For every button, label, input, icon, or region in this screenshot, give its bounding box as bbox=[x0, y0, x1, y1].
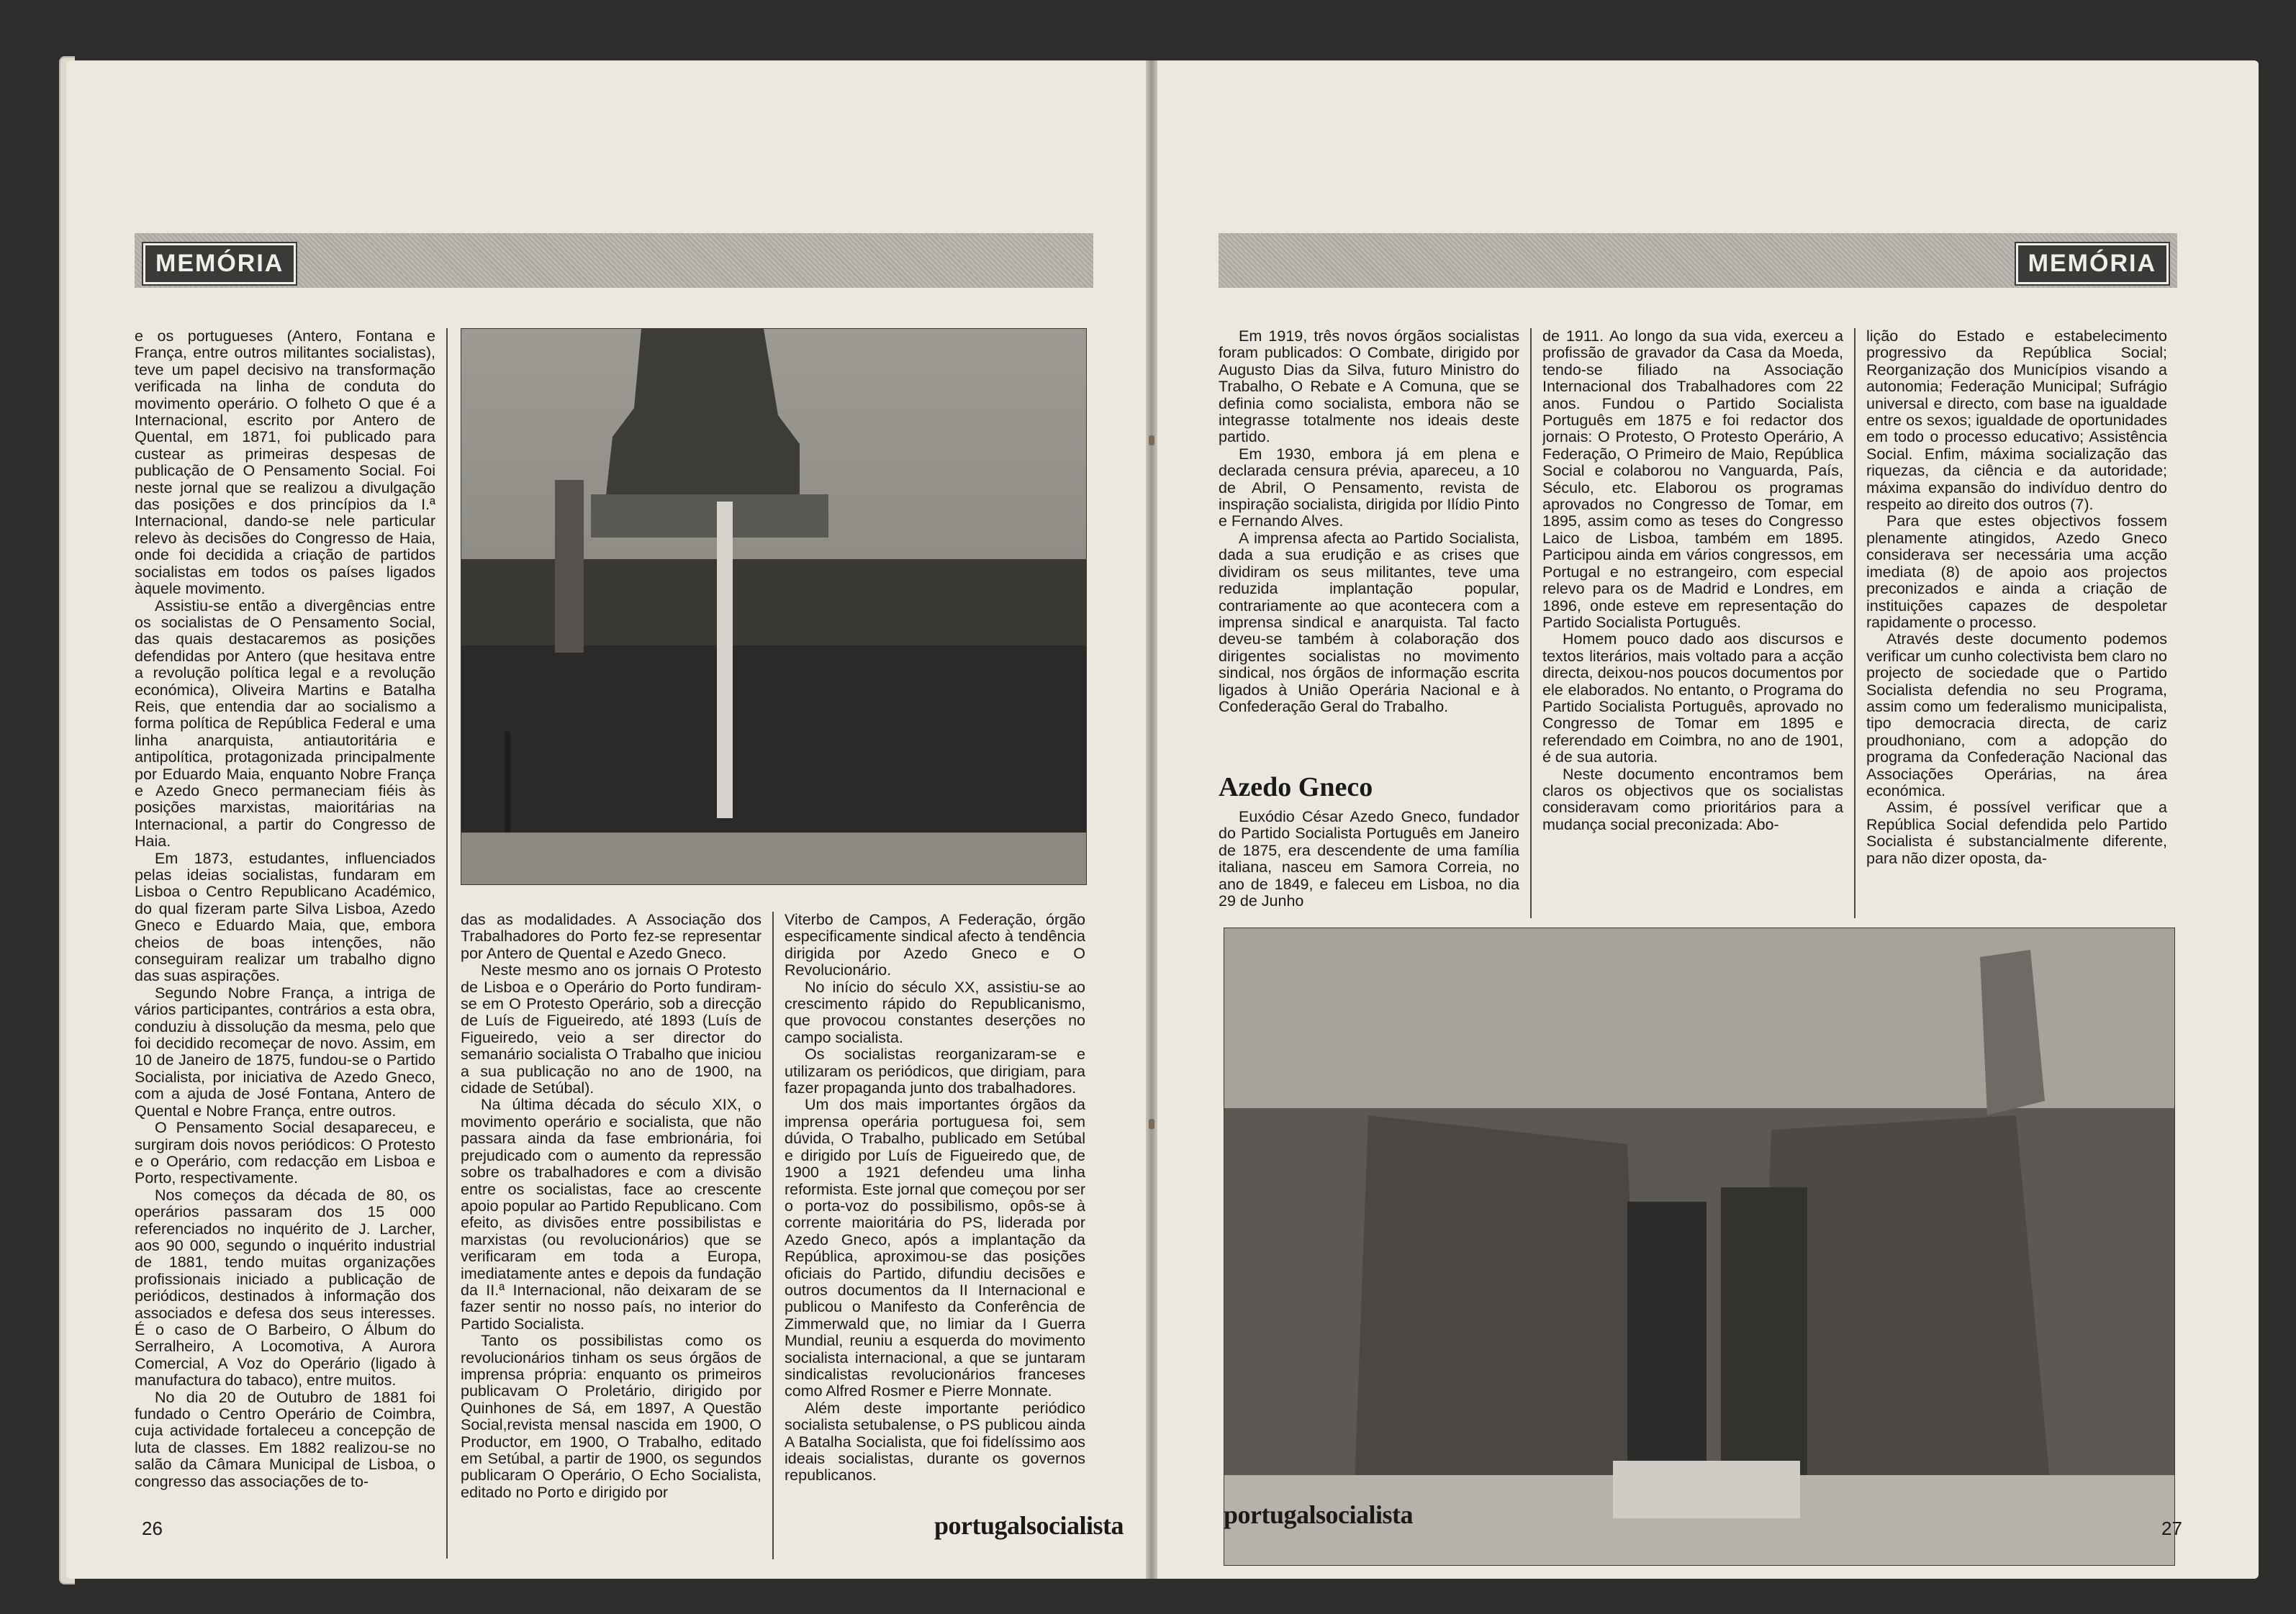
staple-mark bbox=[1149, 1119, 1154, 1129]
article-paragraph: O Pensamento Social desapareceu, e surgiram dois novos periódicos: O Protesto e o Operário, com redacção em Lisboa e Porto, respectivamente. bbox=[135, 1119, 435, 1187]
article-paragraph: A imprensa afecta ao Partido Socialista, dada a sua erudição e as crises que dividiram os seus militantes, teve uma reduzida implantação popular, contrariamente ao que acontecera com a imprensa sindical e anarquista. Tal facto deveu-se também à colaboração dos dirigentes socialistas no movimento sindical, nos órgãos de informação escrita ligados à União Operária Nacional e à Confederação Geral do Trabalho. bbox=[1219, 529, 1519, 715]
article-paragraph: Através deste documento podemos verificar um cunho colectivista bem claro no projecto de sociedade que o Partido Socialista defendia no seu Programa, assim como um federalismo municipalista, tipo democracia directa, de cariz proudhoniano, com a adopção do programa da Confederação Nacional das Associações Operárias, na área económica. bbox=[1866, 630, 2167, 799]
article-paragraph: Além deste importante periódico socialista setubalense, o PS publicou ainda A Batalha Socialista, que foi fidelíssimo aos ideais socialistas, durante os governos republicanos. bbox=[785, 1399, 1085, 1484]
article-paragraph: lição do Estado e estabelecimento progressivo da República Social; Reorganização dos Municípios visando a autonomia; Federação Municipal; Sufrágio universal e directo, com base na igualdade entre os sexos; igualdade de oportunidades em todo o processo educativo; Assistência Social. Enfim, máxima socialização das riquezas, da ciência e da autoridade; máxima expansão do indivíduo dentro do respeito ao direito dos outros (7). bbox=[1866, 328, 2167, 514]
article-paragraph: Para que estes objectivos fossem plenamente atingidos, Azedo Gneco considerava ser necessária uma acção imediata (8) de apoio aos projectos preconizados e ainda a criação de instituições capazes de despoletar rapidamente o processo. bbox=[1866, 512, 2167, 631]
painting-reproduction bbox=[1224, 928, 2175, 1566]
column-rule bbox=[1530, 328, 1532, 918]
staple-mark bbox=[1149, 435, 1154, 445]
left-column-2 bbox=[461, 912, 761, 1563]
section-banner-left bbox=[135, 233, 1093, 288]
article-paragraph: Os socialistas reorganizaram-se e utilizaram os periódicos, que dirigiam, para fazer propaganda junto dos trabalhadores. bbox=[785, 1046, 1085, 1097]
article-paragraph: Em 1873, estudantes, influenciados pelas ideias socialistas, fundaram em Lisboa o Centro Republicano Académico, do qual fizeram parte Silva Lisboa, Azedo Gneco e Eduardo Maia, que, embora cheios de boas intenções, não conseguiram realizar um trabalho digno das suas aspirações. bbox=[135, 849, 435, 985]
painting-image bbox=[1224, 928, 2174, 1565]
section-banner-right bbox=[1219, 233, 2177, 288]
article-paragraph: Nos começos da década de 80, os operários passaram dos 15 000 referenciados no inquérito de J. Larcher, aos 90 000, segundo o inquérito industrial de 1881, tendo muitas organizações profissionais iniciado a publicação de periódicos, destinados à informação dos associados e defesa dos seus interesses. É o caso de O Barbeiro, O Álbum do Serralheiro, A Locomotiva, A Aurora Comercial, A Voz do Operário (ligado à manufactura do tabaco), entre muitos. bbox=[135, 1186, 435, 1389]
crowd-photo-image bbox=[461, 329, 1086, 884]
right-column-1 bbox=[1219, 328, 1519, 763]
right-column-3 bbox=[1866, 328, 2167, 918]
article-paragraph: Assim, é possível verificar que a República Social defendida pelo Partido Socialista é substancialmente diferente, para não dizer oposta, da- bbox=[1866, 799, 2167, 867]
column-rule bbox=[446, 328, 448, 1559]
crowd-photograph bbox=[461, 328, 1087, 885]
article-paragraph: No dia 20 de Outubro de 1881 foi fundado o Centro Operário de Coimbra, cuja actividade fortaleceu a concepção de luta de classes. Em 1882 realizou-se no salão da Câmara Municipal de Lisboa, o congresso das associações de to- bbox=[135, 1388, 435, 1490]
article-paragraph: das as modalidades. A Associação dos Trabalhadores do Porto fez-se representar por Antero de Quental e Azedo Gneco. bbox=[461, 912, 761, 962]
article-paragraph: No início do século XX, assistiu-se ao crescimento rápido do Republicanismo, que provocou constantes deserções no campo socialista. bbox=[785, 978, 1085, 1046]
footer-brand-left: portugalsocialista bbox=[934, 1511, 1124, 1540]
article-paragraph: Neste mesmo ano os jornais O Protesto de Lisboa e o Operário do Porto fundiram-se em O Protesto Operário, sob a direcção de Luís de Figueiredo, até 1893 (Luís de Figueiredo, veio a ser director do semanário socialista O Trabalho que iniciou a sua publicação no ano de 1900, na cidade de Setúbal). bbox=[461, 961, 761, 1097]
article-paragraph: Neste documento encontramos bem claros os objectivos que os socialistas consideravam como prioritários para a mudança social preconizada: Abo- bbox=[1542, 765, 1843, 833]
article-paragraph: Tanto os possibilistas como os revolucionários tinham os seus órgãos de imprensa própria: enquanto os primeiros publicavam O Proletário, dirigido por Quinhones de Sá, em 1897, A Questão Social,revista mensal nascida em 1900, O Productor, em 1900, O Trabalho, editado em Setúbal, a partir de 1900, os segundos publicaram O Operário, O Echo Socialista, editado no Porto e dirigido por bbox=[461, 1332, 761, 1501]
article-paragraph: Na última década do século XIX, o movimento operário e socialista, que não passara ainda da fase embrionária, foi prejudicado com o aumento da repressão sobre os trabalhadores e com a divisão entre os socialistas, face ao crescente apoio popular ao Partido Republicano. Com efeito, as divisões entre possibilistas e marxistas (ou revolucionários) que se verificaram em toda a Europa, imediatamente antes e depois da fundação da II.ª Internacional, não deixaram de se fazer sentir no nosso país, no interior do Partido Socialista. bbox=[461, 1096, 761, 1333]
left-column-1 bbox=[135, 328, 435, 1566]
article-paragraph: Em 1930, embora já em plena e declarada censura prévia, apareceu, a 10 de Abril, O Pensamento, revista de inspiração socialista, dirigida por Ilídio Pinto e Fernando Alves. bbox=[1219, 445, 1519, 530]
article-paragraph: Segundo Nobre França, a intriga de vários participantes, contrários a esta obra, conduziu à dissolução da mesma, pelo que foi decidido recomeçar de novo. Assim, em 10 de Janeiro de 1875, fundou-se o Partido Socialista, por iniciativa de Azedo Gneco, com a ajuda de José Fontana, Antero de Quental e Nobre França, entre outros. bbox=[135, 984, 435, 1120]
article-paragraph: de 1911. Ao longo da sua vida, exerceu a profissão de gravador da Casa da Moeda, tendo-se filiado na Associação Internacional dos Trabalhadores com 22 anos. Fundou o Partido Socialista Português em 1875 e foi redactor dos jornais: O Protesto, O Protesto Operário, A Federação, O Primeiro de Maio, República Social e colaborou no Vanguarda, País, Século, etc. Elaborou os programas aprovados no Congresso de Tomar, em 1895, assim como as teses do Congresso Laico de Lisboa, também em 1895. Participou ainda em vários congressos, em Portugal e no estrangeiro, com especial relevo para os de Madrid e Londres, em 1896, onde esteve em representação do Partido Socialista Português. bbox=[1542, 328, 1843, 631]
right-page bbox=[1157, 60, 2259, 1579]
article-paragraph: Euxódio César Azedo Gneco, fundador do Partido Socialista Português em Janeiro de 1875, era descendente de uma família italiana, nasceu em Samora Correia, no ano de 1849, e faleceu em Lisboa, no dia 29 de Junho bbox=[1219, 809, 1519, 910]
section-heading-azedo-gneco: Azedo Gneco bbox=[1219, 772, 1373, 802]
binding-gutter bbox=[1146, 60, 1157, 1579]
section-tag-right: MEMÓRIA bbox=[2016, 243, 2169, 284]
column-rule bbox=[772, 912, 774, 1559]
article-paragraph: Homem pouco dado aos discursos e textos literários, mais voltado para a acção directa, deixou-nos poucos documentos por ele elaborados. No entanto, o Programa do Partido Socialista Português, aprovado no Congresso de Tomar em 1895 e referendado em Coimbra, no ano de 1901, é de sua autoria. bbox=[1542, 630, 1843, 766]
column-rule bbox=[1854, 328, 1856, 918]
page-number-right: 27 bbox=[2161, 1518, 2182, 1539]
section-tag-left: MEMÓRIA bbox=[143, 243, 296, 284]
footer-brand-right: portugalsocialista bbox=[1224, 1500, 1414, 1529]
article-paragraph: Um dos mais importantes órgãos da imprensa operária portuguesa foi, sem dúvida, O Trabalho, publicado em Setúbal e dirigido por Luís de Figueiredo que, de 1900 a 1921 defendeu uma linha reformista. Este jornal que começou por ser o porta-voz do possibilismo, opôs-se à corrente maioritária do PS, liderada por Azedo Gneco, após a implantação da República, aproximou-se das posições oficiais do Partido, difundiu decisões e outros documentos da II Internacional e publicou o Manifesto da Conferência de Zimmerwald que, no limiar da I Guerra Mundial, reuniu a esquerda do movimento socialista internacional, a que se juntaram sindicalistas revolucionários franceses como Alfred Rosmer e Pierre Monnate. bbox=[785, 1096, 1085, 1400]
left-page bbox=[66, 60, 1146, 1579]
right-column-2 bbox=[1542, 328, 1843, 918]
article-paragraph: Assistiu-se então a divergências entre os socialistas de O Pensamento Social, das quais destacaremos as posições defendidas por Antero (que hesitava entre a revolução política legal e a revolução económica), Oliveira Martins e Batalha Reis, que entendia dar ao socialismo a forma política de República Federal e uma linha anarquista, antiautoritária e antipolítica, protagonizada principalmente por Eduardo Maia, enquanto Nobre França e Azedo Gneco permaneciam fiéis às posições marxistas, maioritárias na Internacional, a partir do Congresso de Haia. bbox=[135, 597, 435, 851]
article-paragraph: Viterbo de Campos, A Federação, órgão especificamente sindical afecto à tendência dirigida por Azedo Gneco e O Revolucionário. bbox=[785, 912, 1085, 979]
article-paragraph: Em 1919, três novos órgãos socialistas foram publicados: O Combate, dirigido por Augusto Dias da Silva, futuro Ministro do Trabalho, O Rebate e A Comuna, que se definia como socialista, embora não se integrasse totalmente nos ideais deste partido. bbox=[1219, 328, 1519, 446]
article-paragraph: e os portugueses (Antero, Fontana e França, entre outros militantes socialistas), teve um papel decisivo na transformação verificada na linha de conduta do movimento operário. O folheto O que é a Internacional, escrito por Antero de Quental, em 1871, foi publicado para custear as primeiras despesas de publicação de O Pensamento Social. Foi neste jornal que se realizou a divulgação das posições e dos princípios da I.ª Internacional, dando-se nele particular relevo às decisões do Congresso de Haia, onde foi decidida a criação de partidos socialistas em todos os países ligados àquele movimento. bbox=[135, 328, 435, 598]
page-number-left: 26 bbox=[142, 1518, 163, 1539]
left-column-3 bbox=[785, 912, 1085, 1563]
right-column-1-continued bbox=[1219, 809, 1519, 917]
